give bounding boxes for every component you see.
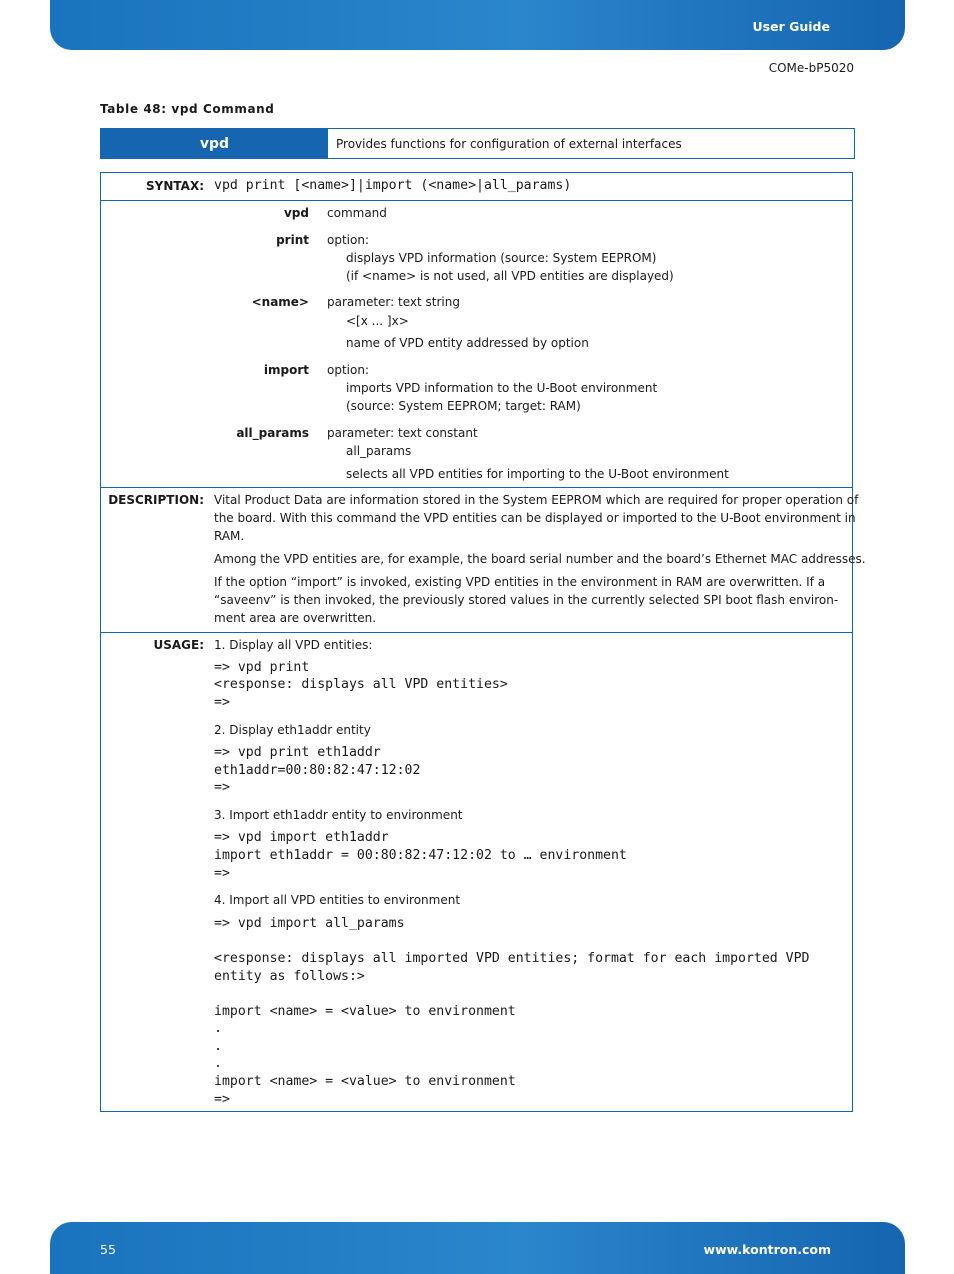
usage-code-line: eth1addr=00:80:82:47:12:02 xyxy=(214,763,421,778)
description-line: Among the VPD entities are, for example, the board serial number and the board’s Ethernet MAC addresses. xyxy=(214,552,866,566)
usage-code-line: => vpd import all_params xyxy=(214,916,405,931)
param-name-vpd: vpd xyxy=(283,206,309,220)
param-desc-line: parameter: text constant xyxy=(327,426,478,440)
usage-code-line: <response: displays all imported VPD entities; format for each imported VPD xyxy=(214,951,810,966)
description-line: ment area are overwritten. xyxy=(214,611,377,625)
usage-row xyxy=(101,632,852,1111)
param-desc-line: option: xyxy=(327,233,369,247)
table-caption: Table 48: vpd Command xyxy=(100,102,275,116)
page-number: 55 xyxy=(100,1242,116,1257)
param-desc-line: option: xyxy=(327,363,369,377)
usage-code-line: => xyxy=(214,1092,230,1107)
param-name-import: import xyxy=(263,363,309,377)
param-name-print: print xyxy=(276,233,309,247)
usage-step-title: 4. Import all VPD entities to environment xyxy=(214,893,461,907)
usage-code-line: => vpd print eth1addr xyxy=(214,745,381,760)
usage-label: USAGE: xyxy=(153,638,204,652)
description-line: If the option “import” is invoked, existing VPD entities in the environment in RAM are overwritten. If a xyxy=(214,575,826,589)
usage-code-line: . xyxy=(214,1056,222,1071)
usage-code-line: => xyxy=(214,866,230,881)
param-name-name: <name> xyxy=(251,295,309,309)
usage-code-line: => vpd print xyxy=(214,660,310,675)
header-banner xyxy=(50,0,905,50)
description-line: “saveenv” is then invoked, the previously stored values in the currently selected SPI boot flash environ- xyxy=(214,593,839,607)
description-row xyxy=(101,487,866,633)
param-desc-line: displays VPD information (source: System EEPROM) xyxy=(346,251,657,265)
param-desc-line: all_params xyxy=(346,444,412,458)
parameters-row xyxy=(101,200,852,488)
param-desc-line: <[x ... ]x> xyxy=(346,314,409,328)
usage-step-title: 3. Import eth1addr entity to environment xyxy=(214,808,463,822)
syntax-label: SYNTAX: xyxy=(146,179,204,193)
usage-code-line: import eth1addr = 00:80:82:47:12:02 to … environment xyxy=(214,848,627,863)
command-detail-table xyxy=(100,172,866,1112)
syntax-value: vpd print [<name>]|import (<name>|all_params) xyxy=(214,178,572,193)
usage-code-line: import <name> = <value> to environment xyxy=(214,1004,516,1019)
description-line: Vital Product Data are information stored in the System EEPROM which are required for proper operation of xyxy=(214,493,859,507)
usage-code-line: => vpd import eth1addr xyxy=(214,830,389,845)
param-desc-line: selects all VPD entities for importing to the U-Boot environment xyxy=(346,467,729,481)
document-id: COMe-bP5020 xyxy=(768,61,854,75)
param-desc-line: (if <name> is not used, all VPD entities are displayed) xyxy=(346,269,674,283)
header-title: User Guide xyxy=(752,19,830,34)
footer-url[interactable]: www.kontron.com xyxy=(703,1242,831,1257)
param-desc-line: (source: System EEPROM; target: RAM) xyxy=(346,399,581,413)
usage-code-line: import <name> = <value> to environment xyxy=(214,1074,516,1089)
usage-code-line: . xyxy=(214,1021,222,1036)
usage-code-line: => xyxy=(214,780,230,795)
param-desc-line: parameter: text string xyxy=(327,295,460,309)
description-label: DESCRIPTION: xyxy=(108,493,204,507)
usage-code-line: => xyxy=(214,695,230,710)
command-summary-table xyxy=(100,128,855,159)
param-desc-line: imports VPD information to the U-Boot environment xyxy=(346,381,658,395)
param-desc-line: command xyxy=(327,206,387,220)
usage-code-line: . xyxy=(214,1039,222,1054)
command-description: Provides functions for configuration of external interfaces xyxy=(336,136,682,151)
syntax-row xyxy=(101,173,852,201)
usage-step-title: 1. Display all VPD entities: xyxy=(214,638,373,652)
usage-code-line: entity as follows:> xyxy=(214,969,365,984)
command-name: vpd xyxy=(101,129,328,158)
param-desc-line: name of VPD entity addressed by option xyxy=(346,336,589,350)
param-name-all-params: all_params xyxy=(236,426,309,440)
footer-banner xyxy=(50,1222,905,1274)
usage-code-line: <response: displays all VPD entities> xyxy=(214,677,508,692)
description-line: the board. With this command the VPD entities can be displayed or imported to the U-Boot environment in xyxy=(214,511,856,525)
usage-step-title: 2. Display eth1addr entity xyxy=(214,723,371,737)
description-line: RAM. xyxy=(214,529,245,543)
